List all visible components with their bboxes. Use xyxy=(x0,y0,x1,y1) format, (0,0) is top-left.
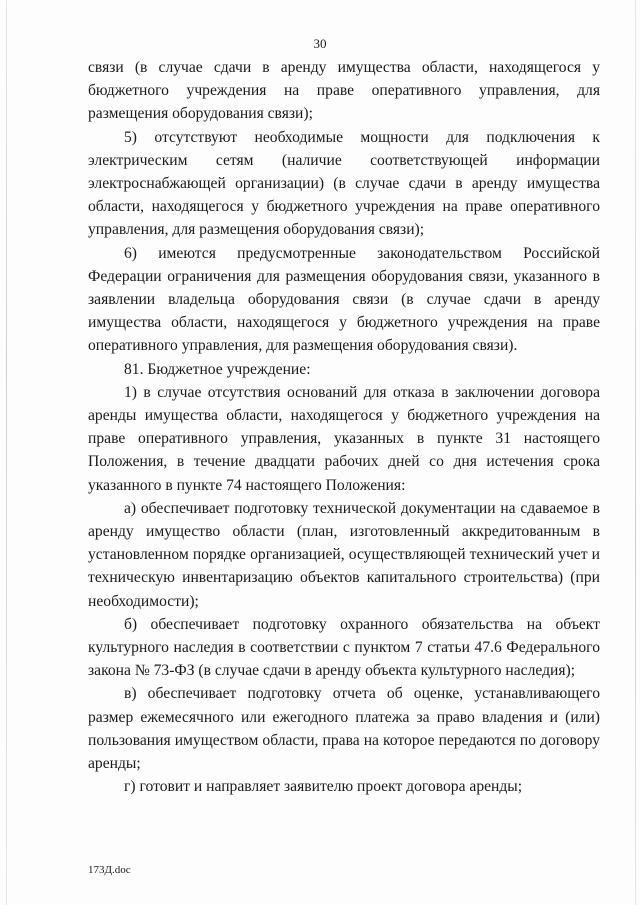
scan-edge-right xyxy=(635,0,636,905)
paragraph-item-6: 6) имеются предусмотренные законодательством Российской Федерации ограничения для размещения оборудования связи, указанного в заявлении владельца оборудования связи (в случае сдачи в аренду имущества области, находящегося у бюджетного учреждения на праве оперативного управления, для размещения оборудования связи). xyxy=(88,244,600,355)
paragraph-item-5: 5) отсутствуют необходимые мощности для подключения к электрическим сетям (наличие соответствующей информации электроснабжающей организации) (в случае сдачи в аренду имущества области, находящегося у бюджетного учреждения на праве оперативного управления, для размещения оборудования связи); xyxy=(88,128,600,239)
paragraph-subitem-v: в) обеспечивает подготовку отчета об оценке, устанавливающего размер ежемесячного или ежегодного платежа за право владения и (или) пользования имуществом области, права на которое передаются по договору аренды; xyxy=(88,685,600,773)
paragraph-section-81: 81. Бюджетное учреждение: xyxy=(124,360,311,378)
paragraph-subitem-g: г) готовит и направляет заявителю проект договора аренды; xyxy=(124,778,523,796)
scan-edge-left xyxy=(6,0,7,905)
paragraph-subitem-a: а) обеспечивает подготовку технической документации на сдаваемое в аренду имущество области (план, изготовленный аккредитованным в установленном порядке организацией, осуществляющей технический учет и техническую инвентаризацию объектов капитального строительства) (при необходимости); xyxy=(88,499,600,610)
paragraph-continuation: связи (в случае сдачи в аренду имущества области, находящегося у бюджетного учреждения на праве оперативного управления, для размещения оборудования связи); xyxy=(88,59,600,123)
footer-filename: 173Д.doc xyxy=(88,864,131,876)
paragraph-item-1: 1) в случае отсутствия оснований для отказа в заключении договора аренды имущества области, находящегося у бюджетного учреждения на праве оперативного управления, указанных в пункте 31 настоящего Положения, в течение двадцати рабочих дней со дня истечения срока указанного в пункте 74 настоящего Положения: xyxy=(88,383,600,494)
paragraph-subitem-b: б) обеспечивает подготовку охранного обязательства на объект культурного наследия в соответствии с пунктом 7 статьи 47.6 Федерального закона № 73-ФЗ (в случае сдачи в аренду объекта культурного наследия); xyxy=(88,615,600,680)
page-number: 30 xyxy=(313,36,327,51)
document-body xyxy=(88,56,600,799)
